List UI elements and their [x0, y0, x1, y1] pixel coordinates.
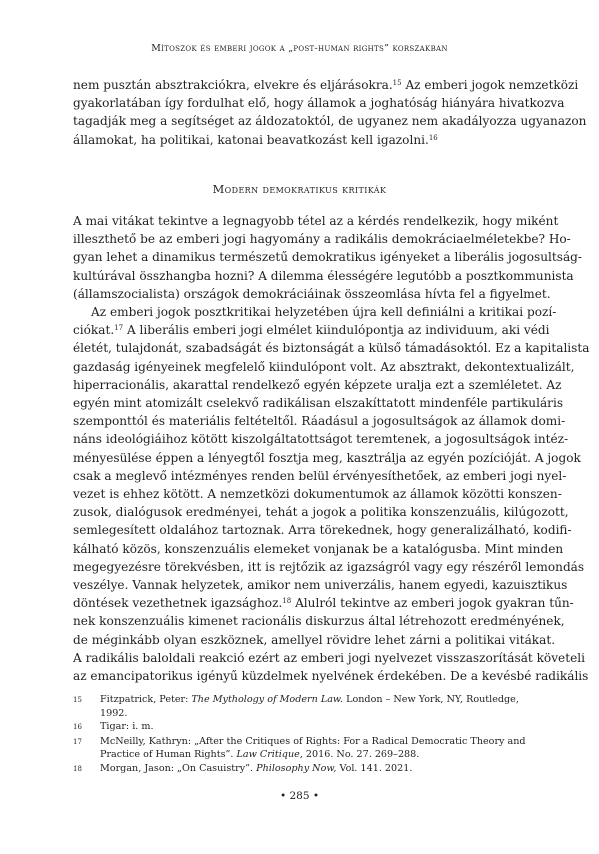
footnote-18	[73, 762, 528, 777]
text-line	[73, 594, 574, 612]
footnote-number: 15	[73, 696, 82, 704]
journal-title: Law Critique,	[236, 749, 303, 761]
footnotes	[73, 693, 528, 777]
footnote-ref-17[interactable]: 17	[114, 324, 124, 333]
text-line: megegyezésre törekvésben, itt is rejtőzik az igazságról vagy egy részéről lemondás	[73, 559, 585, 574]
text-line	[73, 321, 550, 339]
journal-title: Philosophy Now,	[256, 762, 337, 774]
text-line: gyakorlatában így fordulhat elő, hogy államok a joghatóság hiányára hivatkozva	[73, 96, 565, 111]
text-segment: nem pusztán absztrakciókra, elvekre és eljárásokra.	[73, 78, 393, 92]
footnote-ref-18[interactable]: 18	[282, 597, 292, 606]
footnote-number: 16	[73, 723, 82, 732]
text-line: csak a meglevő intézményes renden belül érvényesíthetőek, az emberi jogi nyel-	[73, 468, 567, 483]
text-line: (államszocialista) országok demokráciáinak összeomlása hívta fel a figyelmet.	[73, 286, 551, 301]
text-line: életét, tulajdonát, szabadságát és biztonságát a külső támadásoktól. Ez a kapitalista	[73, 341, 590, 356]
book-title: The Mythology of Modern Law.	[191, 694, 344, 705]
text-line: zusok, dialógusok eredményei, tehát a jogok a politika konszenzuális, kilúgozott,	[73, 505, 569, 520]
footnote-15	[73, 693, 528, 720]
text-line	[73, 76, 579, 94]
text-line: szemponttól és materiális feltételtől. Ráadásul a jogosultságok az államok domi-	[73, 414, 566, 429]
text-line: tagadják meg a segítséget az áldozatoktól, de ugyanez nem akadályozza ugyanazon	[73, 114, 587, 129]
text-line: nek konszenzuális kimenet racionális diskurzus által létrehozott eredményének,	[73, 614, 565, 629]
text-segment: Vol. 141. 2021.	[336, 762, 413, 774]
text-segment: 2016. No. 27. 269–288.	[302, 749, 420, 761]
text-line: az emancipatorikus igényű küzdelmek nyelvének érdekében. De a kevésbé radikális	[73, 669, 589, 684]
footnote-number: 17	[73, 737, 82, 746]
text-line: náns ideológiáihoz kötött kiszolgáltatottságot teremtenek, a jogosultságok intéz-	[73, 432, 569, 447]
text-line: Az emberi jogok posztkritikai helyzetében újra kell definiálni a kritikai pozí-	[91, 305, 557, 320]
footnote-text	[100, 762, 528, 777]
body-text	[73, 212, 590, 685]
footnote-ref-16[interactable]: 16	[428, 133, 438, 142]
text-line: illeszthető be az emberi jogi hagyomány a radikális demokráciaelméletekbe? Ho-	[73, 232, 571, 247]
text-segment: Alulról tekintve az emberi jogok gyakran tűn-	[291, 596, 574, 611]
text-line: kultúrával összhangba hozni? A dilemma élességére legutóbb a posztkommunista	[73, 268, 574, 283]
text-line: de méginkább olyan eszköznek, amellyel rövidre lehet zárni a politikai vitákat.	[73, 632, 556, 647]
footnote-text	[100, 720, 528, 735]
footnote-ref-15[interactable]: 15	[392, 79, 402, 87]
footnote-text	[100, 693, 528, 720]
text-line	[73, 131, 528, 149]
footnote-text	[100, 735, 528, 762]
text-line: egyén mint atomizált cselekvő radikálisan elszakíttatott mindenféle partikuláris	[73, 396, 564, 411]
section-heading: Modern demokratikus kritikák	[212, 182, 387, 196]
footnote-17	[73, 735, 528, 762]
text-line: vezet is ehhez kötött. A nemzetközi dokumentumok az államok közötti konszen-	[73, 487, 562, 502]
text-segment: Morgan, Jason: „On Casuistry”.	[100, 762, 257, 774]
text-segment: A liberális emberi jogi elmélet kiindulópontja az individuum, aki védi	[123, 323, 550, 338]
text-segment: McNeilly, Kathryn: „After the Critiques of Rights: For a Radical Democratic Theory and Practice of Human Rights”.	[100, 735, 526, 761]
text-segment: ciókat.	[73, 323, 115, 338]
text-segment: államokat, ha politikai, katonai beavatkozást kell igazolni.	[73, 132, 429, 147]
running-head: Mítoszok és emberi jogok a „post-human rights” korszakban	[151, 43, 448, 54]
text-line: A radikális baloldali reakció ezért az emberi jogi nyelvezet visszaszorítását követeli	[73, 650, 585, 665]
footnote-number: 18	[73, 764, 82, 773]
text-line: gazdaság igényeinek megfelelő kiindulópont volt. Az absztrakt, dekontextualizált,	[73, 359, 575, 374]
text-segment: Fitzpatrick, Peter:	[100, 694, 192, 705]
text-line: hiperracionális, akarattal rendelkező egyén képzete uralja ezt a szemléletet. Az	[73, 377, 562, 392]
text-segment: döntések vezethetnek igazsághoz.	[73, 596, 283, 611]
text-line: gyan lehet a dinamikus természetű demokratikus igényeket a liberális jogosultság-	[73, 250, 582, 265]
text-line: A mai vitákat tekintve a legnagyobb tétel az a kérdés rendelkezik, hogy miként	[73, 214, 559, 228]
text-line: veszélye. Vannak helyzetek, amikor nem univerzális, hanem egyedi, kazuisztikus	[73, 578, 568, 593]
footnote-16	[73, 720, 528, 735]
text-segment: Az emberi jogok nemzetközi	[401, 78, 579, 92]
intro-paragraph	[73, 76, 587, 149]
text-line: kálható közös, konszenzuális elemeket vonjanak be a katalógusba. Mint minden	[73, 541, 564, 556]
text-segment: London – New York, NY, Routledge, 1992.	[100, 694, 519, 719]
text-line: semlegesített oldalához tartoznak. Arra törekednek, hogy generalizálható, kodifi-	[73, 523, 572, 538]
text-segment: Tigar: i. m.	[100, 721, 154, 733]
page-number: • 285 •	[279, 790, 320, 802]
text-line: ményesülése éppen a lényegtől fosztja meg, kasztrálja az egyén pozícióját. A jogok	[73, 450, 581, 465]
